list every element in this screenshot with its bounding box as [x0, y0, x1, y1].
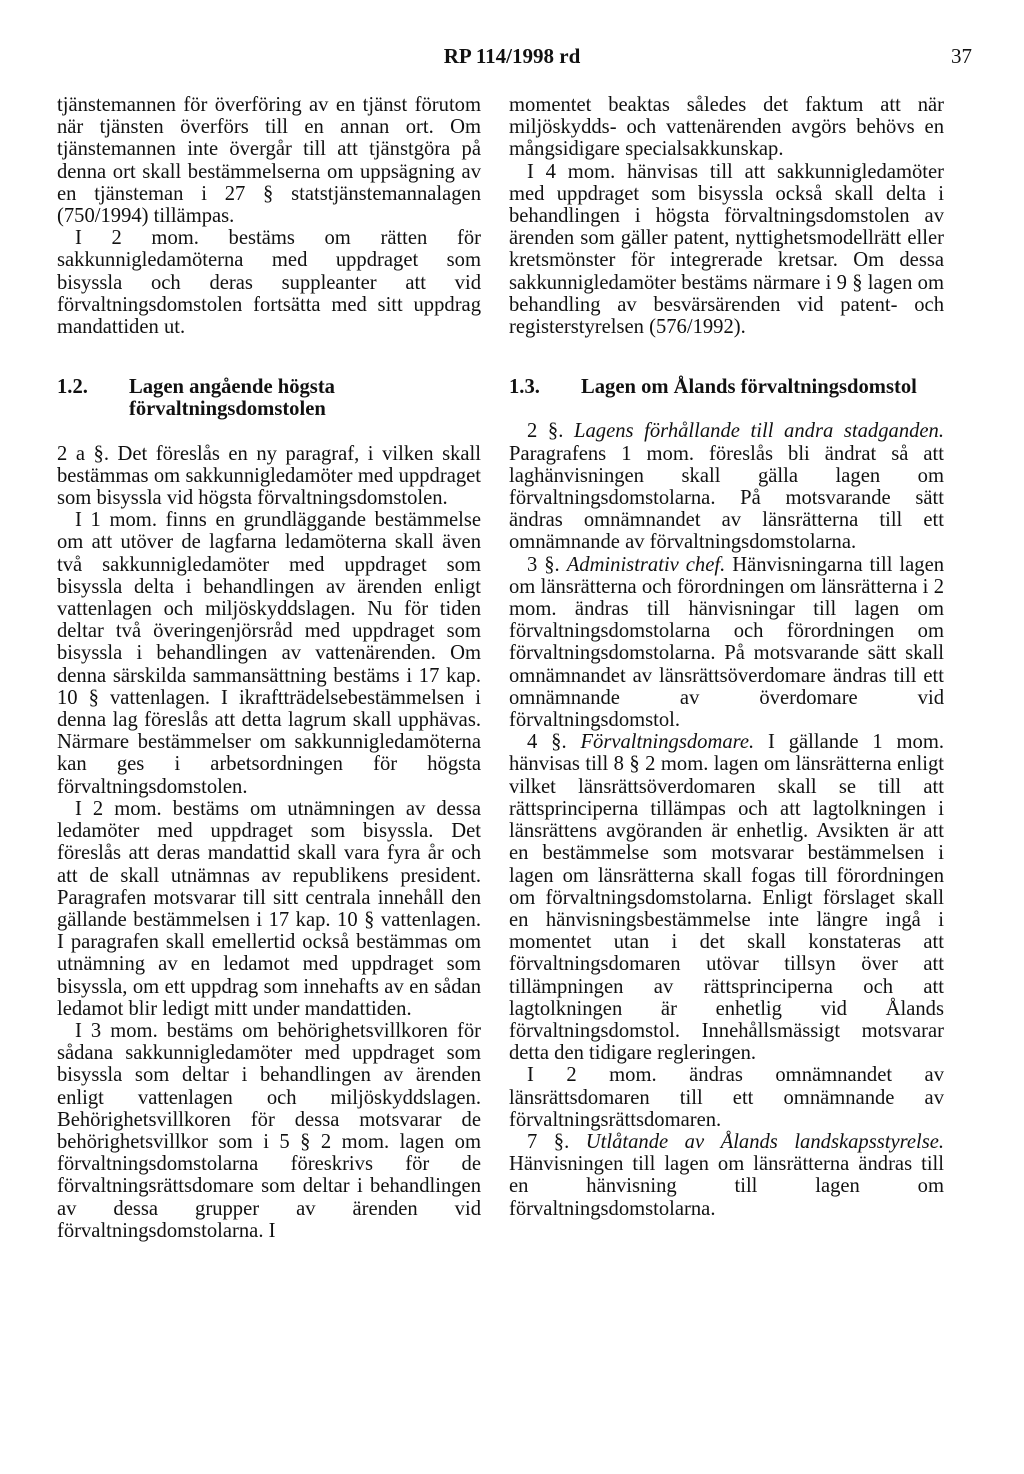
- paragraph: I 1 mom. finns en grundläggande bestämmelse om att utöver de lagfarna ledamöterna skall även två sakkunnigledamöter med uppdraget som bisyssla delta i behandlingen av ärenden enligt vattenlagen och miljöskyddslagen. Nu för tiden deltar två överingenjörsråd med uppdraget som bisyssla i behandlingen av vattenärenden. Om denna särskilda sammansättning bestäms i 17 kap. 10 § vattenlagen. I ikraftträdelsebestämmelsen i denna lag föreslås att detta lagrum skall upphävas. Närmare bestämmelser om sakkunnigledamöterna kan ges i arbetsordningen för högsta förvaltningsdomstolen.: [57, 509, 481, 798]
- paragraph-lead: 2 §.: [527, 420, 575, 443]
- paragraph-body: Paragrafens 1 mom. föreslås bli ändrat så att laghänvisningen skall gälla lagen om förvaltningsdomstolarna. På motsvarande sätt ändras omnämnandet av länsrätterna till ett omnämnande av förvaltningsdomstolarna.: [509, 442, 944, 554]
- paragraph-title: Förvaltningsdomare.: [580, 731, 755, 754]
- page-number: 37: [951, 44, 972, 68]
- paragraph: I 2 mom. bestäms om utnämningen av dessa ledamöter med uppdraget som bisyssla. Det föreslås att deras mandattid skall vara fyra år och att de skall utnämnas av republikens president. Paragrafen motsvarar till sitt centrala innehåll den gällande bestämmelsen i 17 kap. 10 § vattenlagen. I paragrafen skall emellertid också bestämmas om utnämning av en ledamot med uppdraget som bisyssla, om ett uppdrag som innehafts av en sådan ledamot blir ledigt mitt under mandattiden.: [57, 797, 481, 1020]
- section-heading: [57, 376, 481, 420]
- paragraph: tjänstemannen för överföring av en tjänst förutom när tjänsten överförs till en annan ort. Om tjänstemannen inte övergår till att tjänstgöra på denna ort skall bestämmelserna om uppsägning av en tjänsteman i 27 § statstjänstemannalagen (750/1994) tillämpas.: [57, 94, 481, 228]
- paragraph-lead: 3 §.: [527, 553, 567, 576]
- paragraph-lead: 7 §.: [527, 1130, 586, 1153]
- paragraph: I 2 mom. bestäms om rätten för sakkunnigledamöterna med uppdraget som bisyssla och deras suppleanter att vid förvaltningsdomstolen fortsätta med sitt uppdrag mandattiden ut.: [57, 227, 481, 339]
- paragraph-title: Administrativ chef.: [566, 553, 726, 576]
- paragraph: I 3 mom. bestäms om behörighetsvillkoren för sådana sakkunnigledamöter med uppdraget som bisyssla som deltar i behandlingen av ärenden enligt vattenlagen och miljöskyddslagen. Behörighetsvillkoren för dessa motsvarar de behörighetsvillkor som i 5 § 2 mom. lagen om förvaltningsdomstolarna föreskrivs för de förvaltningsrättsdomare som deltar i behandlingen av dessa grupper av ärenden vid förvaltningsdomstolarna. I: [57, 1019, 481, 1242]
- paragraph-body: Hänvisningarna till lagen om länsrätterna och förordningen om länsrätterna i 2 mom. ändras till hänvisningar till lagen om förvaltningsdomstolarna och förordningen om förvaltningsdomstolarna. På motsvarande sätt skall omnämnandet av länsrättsöverdomare ändras till ett omnämnande av överdomare vid förvaltningsdomstol.: [509, 553, 945, 732]
- paragraph: 2 a §. Det föreslås en ny paragraf, i vilken skall bestämmas om sakkunnigledamöter med uppdraget som bisyssla vid högsta förvaltningsdomstolen.: [57, 442, 481, 510]
- document-id: RP 114/1998 rd: [443, 44, 581, 68]
- paragraph-body: I gällande 1 mom. hänvisas till 8 § 2 mom. lagen om länsrätterna enligt vilket länsrättsöverdomaren skall se till att rättsprinciperna tillämpas och att lagtolkningen i länsrättens avgöranden är enhetlig. Avsikten är att en bestämmelse som motsvarar bestämmelsen i lagen om länsrätterna skall fogas till förordningen om förvaltningsdomstolarna. Enligt förslaget skall en hänvisningsbestämmelse inte längre ingå i momentet utan i det skall konstateras att förvaltningsdomaren utövar tillsyn över att tillämpningen av rättsprinciperna och att lagtolkningen är enhetlig vid Ålands förvaltningsdomstol. Innehållsmässigt motsvarar detta den tidigare regleringen.: [509, 731, 944, 1065]
- section-heading: [509, 376, 944, 398]
- section-number: 1.3.: [509, 376, 540, 399]
- paragraph: [509, 420, 944, 553]
- paragraph: [509, 1131, 944, 1220]
- section-title: Lagen om Ålands förvaltningsdomstol: [581, 376, 917, 399]
- paragraph-title: Lagens förhållande till andra stadganden.: [574, 420, 945, 443]
- paragraph-lead: 4 §.: [527, 731, 581, 754]
- paragraph-body: Hänvisningen till lagen om länsrätterna ändras till en hänvisning till lagen om förvaltningsdomstolarna.: [509, 1153, 944, 1220]
- paragraph: [509, 554, 944, 732]
- page-header: [0, 44, 1024, 74]
- paragraph: momentet beaktas således det faktum att när miljöskydds- och vattenärenden avgörs behövs en mångsidigare specialsakkunskap.: [509, 94, 944, 161]
- paragraph: I 4 mom. hänvisas till att sakkunnigledamöter med uppdraget som bisyssla också skall delta i behandlingen i högsta förvaltningsdomstolen av ärenden som gäller patent, nyttighetsmodellrätt eller kretsmönster för integrerade kretsar. Om dessa sakkunnigledamöter bestäms närmare i 9 § lagen om behandling av besvärsärenden vid patent- och registerstyrelsen (576/1992).: [509, 160, 944, 339]
- left-column: [57, 94, 481, 1242]
- paragraph-title: Utlåtande av Ålands landskapsstyrelse.: [585, 1130, 944, 1153]
- paragraph: I 2 mom. ändras omnämnandet av länsrättsdomaren till ett omnämnande av förvaltningsrättsdomaren.: [509, 1064, 944, 1131]
- right-column: [509, 94, 944, 1220]
- section-title: Lagen angående högsta förvaltningsdomstolen: [129, 376, 335, 421]
- paragraph: [509, 731, 944, 1064]
- section-number: 1.2.: [57, 376, 88, 399]
